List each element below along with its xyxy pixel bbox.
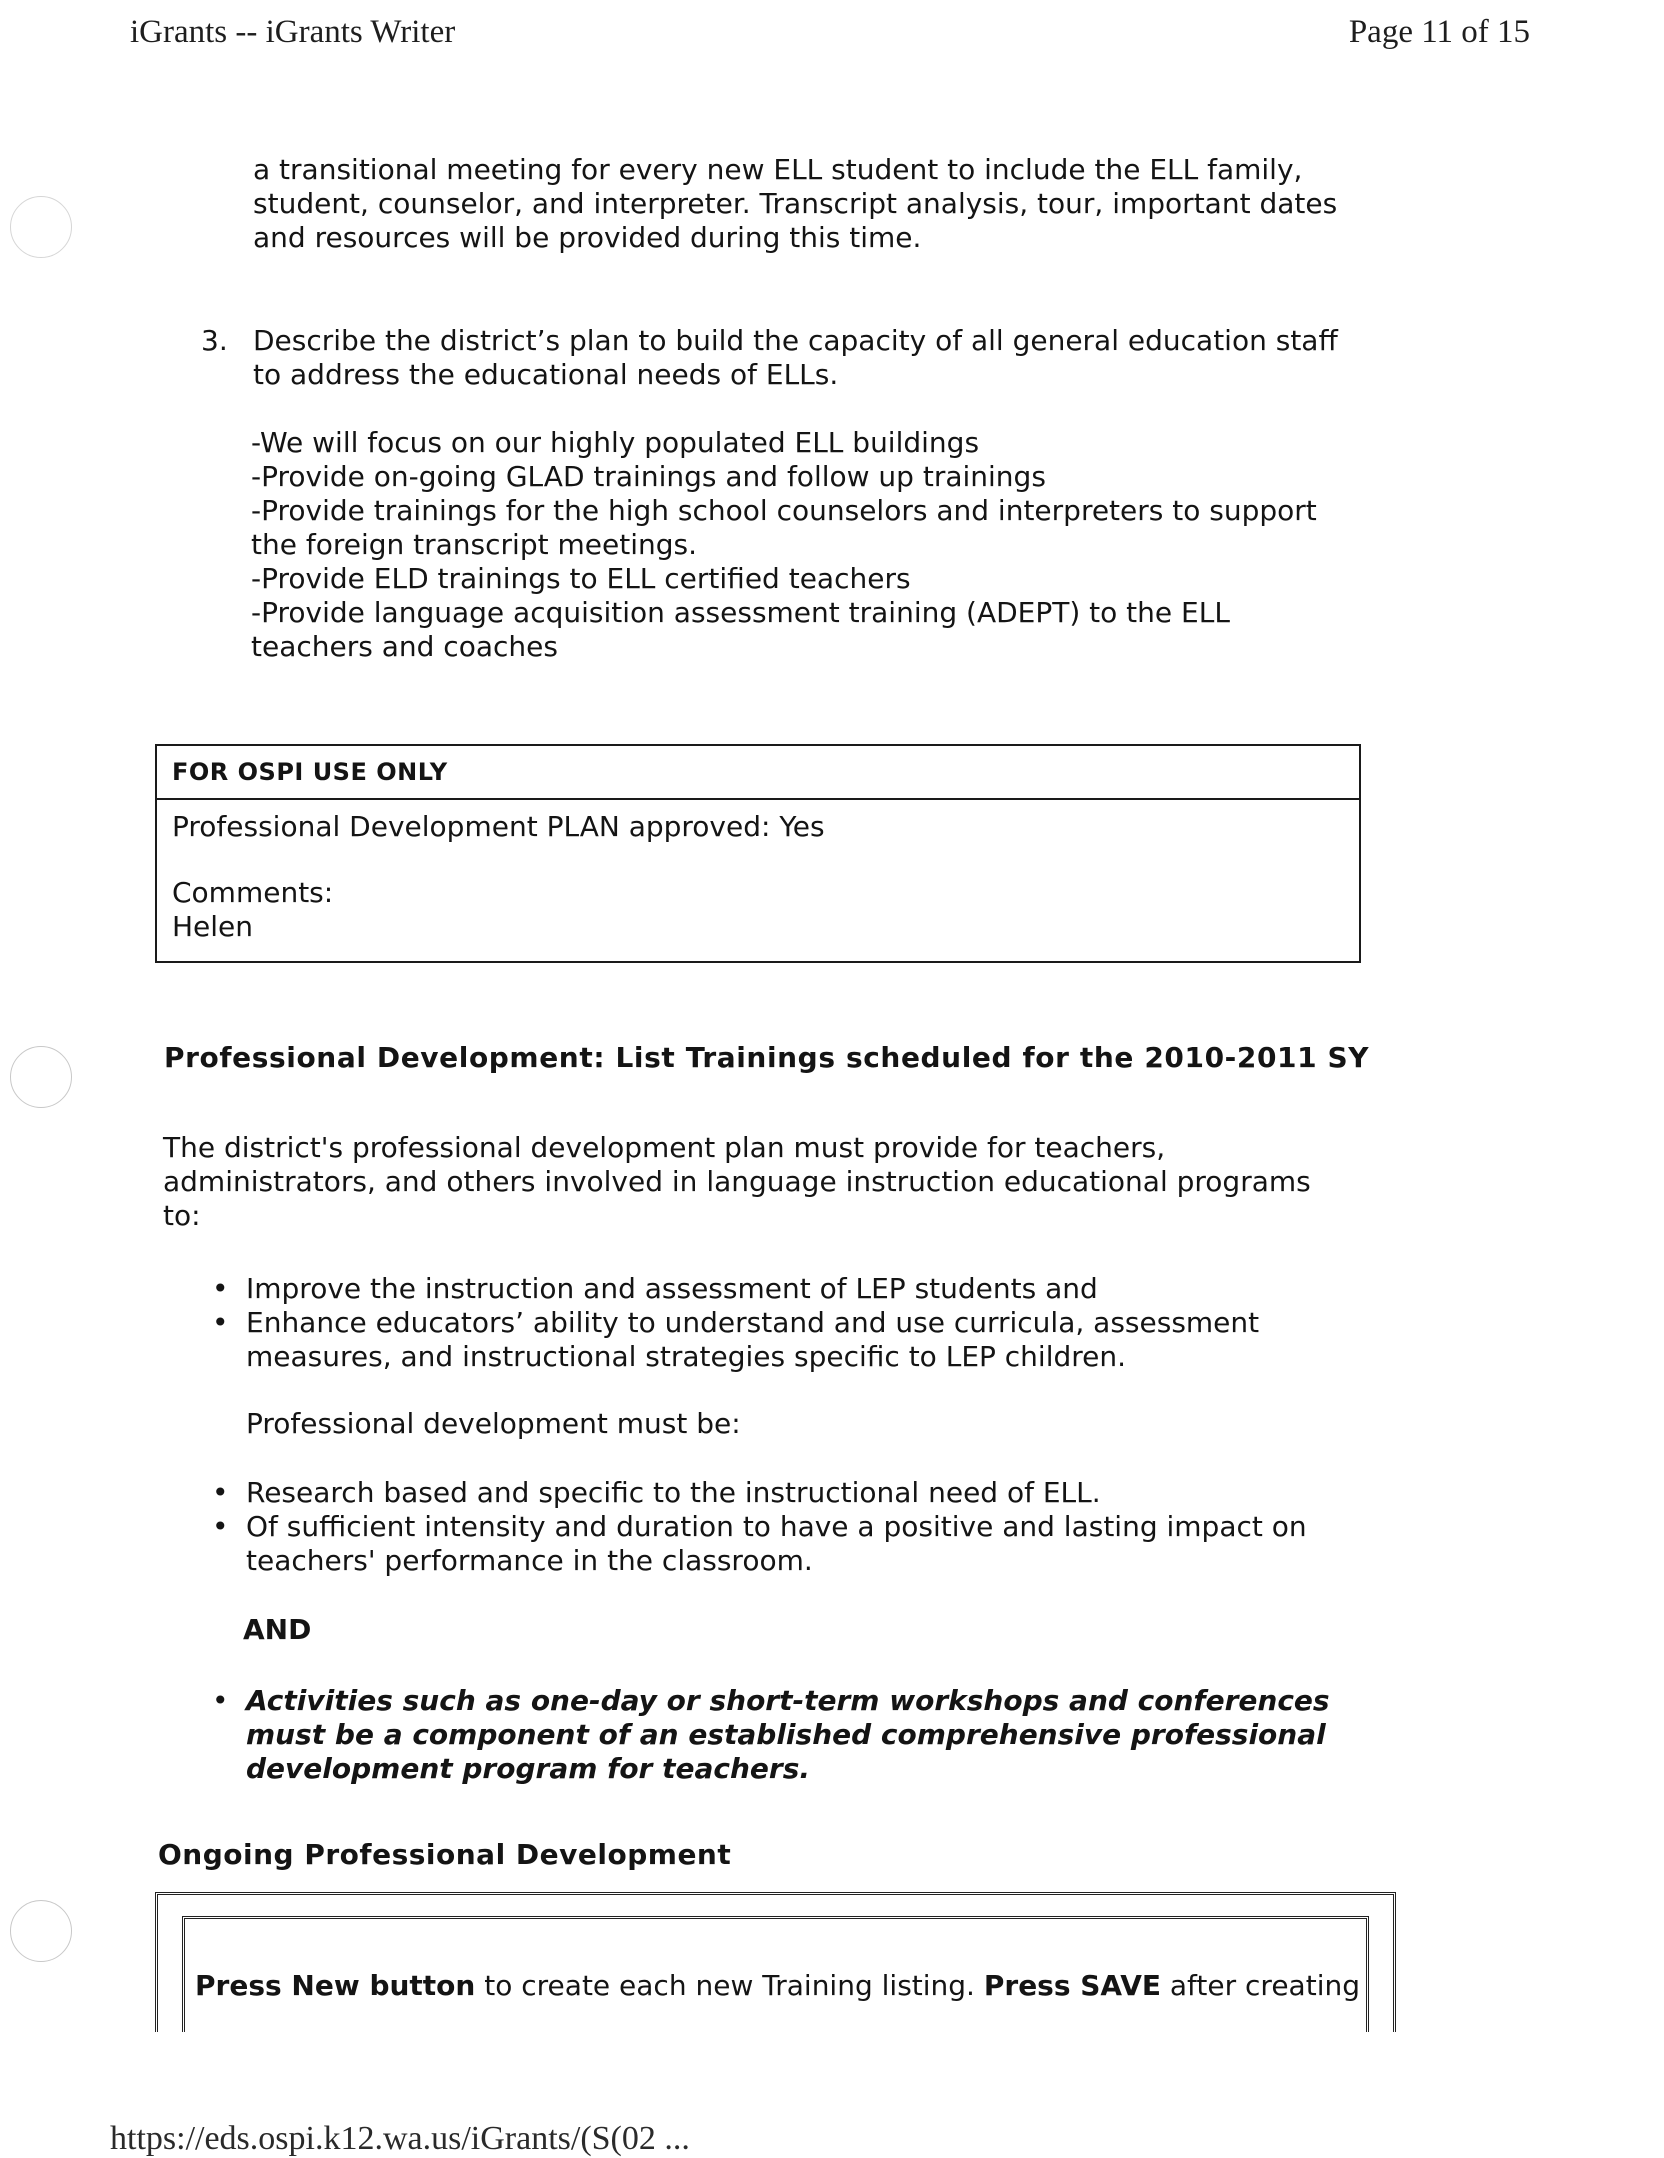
answer-line: -We will focus on our highly populated ELL buildings — [251, 426, 980, 459]
answer-line: -Provide trainings for the high school counselors and interpreters to support — [251, 494, 1317, 527]
text-line: administrators, and others involved in language instruction educational programs — [163, 1165, 1311, 1198]
instruction-text: after creating — [1161, 1969, 1360, 2002]
plan-approved-status: Professional Development PLAN approved: Yes — [172, 810, 825, 843]
text-line: Describe the district’s plan to build the capacity of all general education staff — [253, 324, 1338, 357]
ospi-box-heading: FOR OSPI USE ONLY — [157, 746, 1359, 800]
transitional-meeting-paragraph — [253, 153, 1403, 255]
text-line: to: — [163, 1199, 201, 1232]
ospi-use-only-box — [155, 744, 1361, 963]
text-line: and resources will be provided during this time. — [253, 221, 922, 254]
text-line: Research based and specific to the instructional need of ELL. — [246, 1476, 1101, 1509]
text-line: a transitional meeting for every new ELL student to include the ELL family, — [253, 153, 1303, 186]
comments-value: Helen — [172, 910, 254, 943]
text-line: Improve the instruction and assessment of LEP students and — [246, 1272, 1098, 1305]
goals-bullet-list — [212, 1272, 1362, 1374]
comments-label: Comments: — [172, 876, 334, 909]
text-line: measures, and instructional strategies specific to LEP children. — [246, 1340, 1127, 1373]
pd-must-be-label: Professional development must be: — [246, 1407, 741, 1440]
answer-line: -Provide language acquisition assessment training (ADEPT) to the ELL — [251, 596, 1230, 629]
list-item — [212, 1476, 1362, 1510]
press-new-text: Press New button — [195, 1969, 476, 2002]
new-training-instruction — [195, 1969, 1360, 2002]
section-heading-list-trainings: Professional Development: List Trainings scheduled for the 2010-2011 SY — [164, 1041, 1370, 1074]
question-3-answer — [251, 426, 1401, 664]
header-title: iGrants -- iGrants Writer — [130, 14, 456, 50]
text-line: development program for teachers. — [246, 1752, 811, 1785]
text-line: Enhance educators’ ability to understand and use curricula, assessment — [246, 1306, 1260, 1339]
bullet-icon: • — [212, 1306, 229, 1339]
list-item — [212, 1510, 1362, 1578]
and-label: AND — [243, 1613, 312, 1646]
bullet-icon: • — [212, 1684, 229, 1717]
text-line: student, counselor, and interpreter. Transcript analysis, tour, important dates — [253, 187, 1338, 220]
ospi-box-body — [157, 800, 1359, 954]
text-line: Activities such as one-day or short-term workshops and conferences — [246, 1684, 1330, 1717]
footer-url: https://eds.ospi.k12.wa.us/iGrants/(S(02 ... — [110, 2120, 690, 2157]
page-number: Page 11 of 15 — [1348, 14, 1530, 50]
answer-line: -Provide on-going GLAD trainings and follow up trainings — [251, 460, 1046, 493]
ongoing-pd-frame — [155, 1892, 1396, 2032]
text-line: Of sufficient intensity and duration to have a positive and lasting impact on — [246, 1510, 1307, 1543]
question-number: 3. — [201, 324, 228, 357]
pd-intro-paragraph — [163, 1131, 1363, 1233]
answer-line: -Provide ELD trainings to ELL certified teachers — [251, 562, 911, 595]
list-item — [212, 1684, 1362, 1786]
punch-hole-mark — [10, 1900, 72, 1962]
text-line: teachers' performance in the classroom. — [246, 1544, 813, 1577]
bullet-icon: • — [212, 1510, 229, 1543]
bullet-icon: • — [212, 1476, 229, 1509]
punch-hole-mark — [10, 196, 72, 258]
punch-hole-mark — [10, 1046, 72, 1108]
text-line: to address the educational needs of ELLs. — [253, 358, 839, 391]
section-heading-ongoing-pd: Ongoing Professional Development — [158, 1838, 732, 1871]
requirements-bullet-list — [212, 1476, 1362, 1578]
instruction-text: to create each new Training listing. — [475, 1969, 984, 2002]
press-save-text: Press SAVE — [983, 1969, 1161, 2002]
text-line: must be a component of an established comprehensive professional — [246, 1718, 1326, 1751]
bullet-icon: • — [212, 1272, 229, 1305]
answer-line: the foreign transcript meetings. — [251, 528, 697, 561]
question-text — [253, 324, 1383, 392]
list-item — [212, 1272, 1362, 1306]
list-item — [212, 1306, 1362, 1374]
text-line: The district's professional development plan must provide for teachers, — [163, 1131, 1166, 1164]
activities-bullet-list — [212, 1684, 1362, 1786]
ongoing-pd-inner-frame — [182, 1916, 1369, 2032]
answer-line: teachers and coaches — [251, 630, 558, 663]
